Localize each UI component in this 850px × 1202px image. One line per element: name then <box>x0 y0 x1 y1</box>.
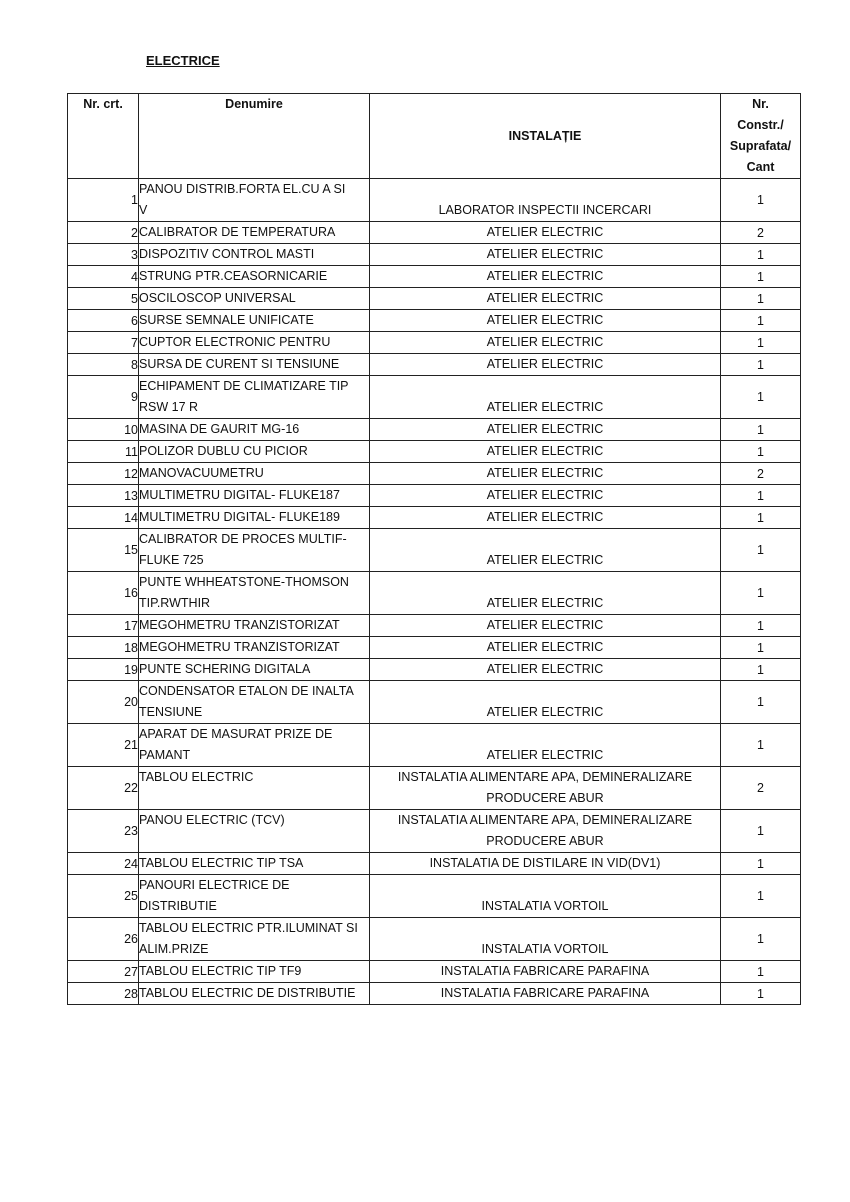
cell-nr-crt: 4 <box>68 266 139 288</box>
cell-nr-crt: 14 <box>68 507 139 529</box>
table-row <box>68 659 801 681</box>
cell-nr-crt: 19 <box>68 659 139 681</box>
instalatie-line: PRODUCERE ABUR <box>486 834 604 848</box>
table-row <box>68 354 801 376</box>
table-row <box>68 637 801 659</box>
table-row <box>68 507 801 529</box>
denumire-line: RSW 17 R <box>139 400 199 414</box>
denumire-line: POLIZOR DUBLU CU PICIOR <box>139 444 308 458</box>
instalatie-line: INSTALATIA FABRICARE PARAFINA <box>440 964 650 978</box>
table-row <box>68 983 801 1005</box>
cell-denumire <box>139 615 370 637</box>
table-header-row <box>68 94 801 179</box>
cell-quantity: 2 <box>721 463 801 485</box>
cell-nr-crt: 24 <box>68 853 139 875</box>
cell-quantity: 1 <box>721 681 801 724</box>
cell-nr-crt: 16 <box>68 572 139 615</box>
cell-instalatie <box>370 507 721 529</box>
instalatie-line: ATELIER ELECTRIC <box>486 640 604 654</box>
denumire-line: STRUNG PTR.CEASORNICARIE <box>139 269 328 283</box>
denumire-line: SURSA DE CURENT SI TENSIUNE <box>139 357 340 371</box>
cell-quantity: 1 <box>721 918 801 961</box>
instalatie-line: ATELIER ELECTRIC <box>486 553 604 567</box>
cell-denumire <box>139 507 370 529</box>
cell-instalatie <box>370 659 721 681</box>
header-quantity-line: Cant <box>746 160 775 174</box>
table-row <box>68 222 801 244</box>
cell-quantity: 1 <box>721 615 801 637</box>
cell-instalatie <box>370 376 721 419</box>
cell-nr-crt: 9 <box>68 376 139 419</box>
cell-denumire <box>139 332 370 354</box>
cell-quantity: 1 <box>721 875 801 918</box>
cell-instalatie <box>370 918 721 961</box>
cell-instalatie <box>370 615 721 637</box>
cell-instalatie <box>370 875 721 918</box>
cell-denumire <box>139 222 370 244</box>
instalatie-line: ATELIER ELECTRIC <box>486 422 604 436</box>
instalatie-line: ATELIER ELECTRIC <box>486 662 604 676</box>
cell-instalatie <box>370 179 721 222</box>
cell-quantity: 1 <box>721 244 801 266</box>
denumire-line: CUPTOR ELECTRONIC PENTRU <box>139 335 331 349</box>
denumire-line: TENSIUNE <box>139 705 203 719</box>
instalatie-line: ATELIER ELECTRIC <box>486 247 604 261</box>
table-row <box>68 918 801 961</box>
table-row <box>68 441 801 463</box>
cell-instalatie <box>370 637 721 659</box>
cell-denumire <box>139 419 370 441</box>
table-row <box>68 615 801 637</box>
instalatie-line: ATELIER ELECTRIC <box>486 444 604 458</box>
cell-denumire <box>139 266 370 288</box>
cell-denumire <box>139 961 370 983</box>
denumire-line: MULTIMETRU DIGITAL- FLUKE189 <box>139 510 340 524</box>
cell-instalatie <box>370 983 721 1005</box>
instalatie-line: ATELIER ELECTRIC <box>486 335 604 349</box>
cell-instalatie <box>370 354 721 376</box>
cell-instalatie <box>370 332 721 354</box>
denumire-line: TABLOU ELECTRIC TIP TF9 <box>139 964 302 978</box>
instalatie-line: INSTALATIA FABRICARE PARAFINA <box>440 986 650 1000</box>
cell-instalatie <box>370 767 721 810</box>
table-row <box>68 767 801 810</box>
header-instalatie: INSTALAȚIE <box>370 94 721 179</box>
cell-denumire <box>139 853 370 875</box>
cell-nr-crt: 20 <box>68 681 139 724</box>
cell-instalatie <box>370 681 721 724</box>
table-row <box>68 529 801 572</box>
cell-quantity: 1 <box>721 572 801 615</box>
cell-denumire <box>139 244 370 266</box>
cell-nr-crt: 5 <box>68 288 139 310</box>
cell-nr-crt: 1 <box>68 179 139 222</box>
cell-instalatie <box>370 853 721 875</box>
cell-quantity: 1 <box>721 810 801 853</box>
cell-denumire <box>139 875 370 918</box>
cell-instalatie <box>370 485 721 507</box>
instalatie-line: ATELIER ELECTRIC <box>486 291 604 305</box>
cell-quantity: 2 <box>721 767 801 810</box>
cell-nr-crt: 11 <box>68 441 139 463</box>
cell-nr-crt: 2 <box>68 222 139 244</box>
cell-instalatie <box>370 961 721 983</box>
instalatie-line: ATELIER ELECTRIC <box>486 748 604 762</box>
instalatie-line: ATELIER ELECTRIC <box>486 618 604 632</box>
cell-instalatie <box>370 810 721 853</box>
cell-quantity: 1 <box>721 419 801 441</box>
cell-quantity: 1 <box>721 983 801 1005</box>
cell-quantity: 1 <box>721 376 801 419</box>
cell-denumire <box>139 918 370 961</box>
denumire-line: MULTIMETRU DIGITAL- FLUKE187 <box>139 488 340 502</box>
denumire-line: TABLOU ELECTRIC <box>139 770 254 784</box>
cell-nr-crt: 27 <box>68 961 139 983</box>
cell-quantity: 1 <box>721 485 801 507</box>
denumire-line: MASINA DE GAURIT MG-16 <box>139 422 300 436</box>
cell-denumire <box>139 310 370 332</box>
cell-instalatie <box>370 724 721 767</box>
section-title: ELECTRICE <box>146 53 220 68</box>
cell-instalatie <box>370 419 721 441</box>
table-body <box>68 179 801 1005</box>
cell-instalatie <box>370 529 721 572</box>
cell-nr-crt: 26 <box>68 918 139 961</box>
cell-denumire <box>139 767 370 810</box>
header-quantity-line: Nr. <box>752 97 769 111</box>
cell-instalatie <box>370 266 721 288</box>
instalatie-line: LABORATOR INSPECTII INCERCARI <box>438 203 652 217</box>
header-nr-crt: Nr. crt. <box>68 94 139 179</box>
cell-denumire <box>139 354 370 376</box>
cell-denumire <box>139 681 370 724</box>
cell-denumire <box>139 659 370 681</box>
cell-nr-crt: 8 <box>68 354 139 376</box>
cell-quantity: 1 <box>721 288 801 310</box>
instalatie-line: INSTALATIA ALIMENTARE APA, DEMINERALIZARE <box>397 770 693 784</box>
cell-nr-crt: 22 <box>68 767 139 810</box>
instalatie-line: ATELIER ELECTRIC <box>486 596 604 610</box>
denumire-line: DISPOZITIV CONTROL MASTI <box>139 247 315 261</box>
cell-instalatie <box>370 288 721 310</box>
denumire-line: CALIBRATOR DE PROCES MULTIF- <box>139 532 347 546</box>
cell-nr-crt: 15 <box>68 529 139 572</box>
table-row <box>68 266 801 288</box>
cell-quantity: 1 <box>721 659 801 681</box>
denumire-line: TIP.RWTHIR <box>139 596 211 610</box>
denumire-line: PUNTE WHHEATSTONE-THOMSON <box>139 575 349 589</box>
table-row <box>68 332 801 354</box>
cell-instalatie <box>370 222 721 244</box>
cell-nr-crt: 25 <box>68 875 139 918</box>
instalatie-line: PRODUCERE ABUR <box>486 791 604 805</box>
instalatie-line: ATELIER ELECTRIC <box>486 269 604 283</box>
cell-quantity: 1 <box>721 441 801 463</box>
instalatie-line: INSTALATIA DE DISTILARE IN VID(DV1) <box>429 856 661 870</box>
header-quantity-line: Suprafata/ <box>729 139 792 153</box>
denumire-line: MANOVACUUMETRU <box>139 466 264 480</box>
cell-denumire <box>139 724 370 767</box>
cell-nr-crt: 17 <box>68 615 139 637</box>
denumire-line: PANOU ELECTRIC (TCV) <box>139 813 285 827</box>
denumire-line: ECHIPAMENT DE CLIMATIZARE TIP <box>139 379 349 393</box>
cell-nr-crt: 18 <box>68 637 139 659</box>
denumire-line: PAMANT <box>139 748 191 762</box>
cell-denumire <box>139 572 370 615</box>
table-row <box>68 724 801 767</box>
denumire-line: MEGOHMETRU TRANZISTORIZAT <box>139 618 340 632</box>
denumire-line: OSCILOSCOP UNIVERSAL <box>139 291 296 305</box>
cell-nr-crt: 12 <box>68 463 139 485</box>
table-row <box>68 310 801 332</box>
cell-nr-crt: 6 <box>68 310 139 332</box>
instalatie-line: ATELIER ELECTRIC <box>486 705 604 719</box>
cell-instalatie <box>370 463 721 485</box>
header-quantity-line: Constr./ <box>737 118 784 132</box>
cell-quantity: 1 <box>721 332 801 354</box>
cell-quantity: 1 <box>721 724 801 767</box>
cell-quantity: 1 <box>721 853 801 875</box>
denumire-line: APARAT DE MASURAT PRIZE DE <box>139 727 333 741</box>
instalatie-line: ATELIER ELECTRIC <box>486 510 604 524</box>
table-row <box>68 244 801 266</box>
cell-denumire <box>139 179 370 222</box>
table-row <box>68 853 801 875</box>
cell-nr-crt: 13 <box>68 485 139 507</box>
cell-quantity: 1 <box>721 310 801 332</box>
cell-instalatie <box>370 441 721 463</box>
instalatie-line: ATELIER ELECTRIC <box>486 488 604 502</box>
table-row <box>68 875 801 918</box>
denumire-line: TABLOU ELECTRIC DE DISTRIBUTIE <box>139 986 356 1000</box>
table-row <box>68 179 801 222</box>
instalatie-line: ATELIER ELECTRIC <box>486 400 604 414</box>
instalatie-line: ATELIER ELECTRIC <box>486 313 604 327</box>
instalatie-line: INSTALATIA VORTOIL <box>481 899 609 913</box>
table-row <box>68 419 801 441</box>
cell-denumire <box>139 529 370 572</box>
cell-denumire <box>139 288 370 310</box>
cell-denumire <box>139 485 370 507</box>
table-row <box>68 572 801 615</box>
cell-nr-crt: 3 <box>68 244 139 266</box>
cell-denumire <box>139 463 370 485</box>
denumire-line: PANOU DISTRIB.FORTA EL.CU A SI <box>139 182 346 196</box>
cell-quantity: 2 <box>721 222 801 244</box>
cell-nr-crt: 21 <box>68 724 139 767</box>
denumire-line: TABLOU ELECTRIC PTR.ILUMINAT SI <box>139 921 358 935</box>
cell-quantity: 1 <box>721 529 801 572</box>
cell-nr-crt: 10 <box>68 419 139 441</box>
cell-denumire <box>139 810 370 853</box>
cell-quantity: 1 <box>721 354 801 376</box>
cell-denumire <box>139 376 370 419</box>
cell-nr-crt: 28 <box>68 983 139 1005</box>
equipment-table <box>67 93 801 1005</box>
denumire-line: PANOURI ELECTRICE DE <box>139 878 290 892</box>
table-row <box>68 485 801 507</box>
denumire-line: CALIBRATOR DE TEMPERATURA <box>139 225 336 239</box>
instalatie-line: INSTALATIA VORTOIL <box>481 942 609 956</box>
table-row <box>68 463 801 485</box>
header-quantity <box>721 94 801 179</box>
table-row <box>68 681 801 724</box>
cell-instalatie <box>370 310 721 332</box>
denumire-line: PUNTE SCHERING DIGITALA <box>139 662 311 676</box>
cell-denumire <box>139 441 370 463</box>
cell-nr-crt: 7 <box>68 332 139 354</box>
instalatie-line: ATELIER ELECTRIC <box>486 466 604 480</box>
denumire-line: DISTRIBUTIE <box>139 899 217 913</box>
cell-quantity: 1 <box>721 637 801 659</box>
denumire-line: MEGOHMETRU TRANZISTORIZAT <box>139 640 340 654</box>
cell-quantity: 1 <box>721 179 801 222</box>
cell-quantity: 1 <box>721 266 801 288</box>
denumire-line: SURSE SEMNALE UNIFICATE <box>139 313 314 327</box>
denumire-line: FLUKE 725 <box>139 553 204 567</box>
cell-quantity: 1 <box>721 507 801 529</box>
table-row <box>68 288 801 310</box>
denumire-line: ALIM.PRIZE <box>139 942 209 956</box>
table-row <box>68 810 801 853</box>
cell-instalatie <box>370 244 721 266</box>
cell-nr-crt: 23 <box>68 810 139 853</box>
denumire-line: CONDENSATOR ETALON DE INALTA <box>139 684 354 698</box>
instalatie-line: ATELIER ELECTRIC <box>486 357 604 371</box>
table-row <box>68 961 801 983</box>
instalatie-line: ATELIER ELECTRIC <box>486 225 604 239</box>
instalatie-line: INSTALATIA ALIMENTARE APA, DEMINERALIZARE <box>397 813 693 827</box>
cell-denumire <box>139 637 370 659</box>
header-denumire: Denumire <box>139 94 370 179</box>
denumire-line: TABLOU ELECTRIC TIP TSA <box>139 856 304 870</box>
denumire-line: V <box>139 203 148 217</box>
cell-quantity: 1 <box>721 961 801 983</box>
table-row <box>68 376 801 419</box>
cell-instalatie <box>370 572 721 615</box>
cell-denumire <box>139 983 370 1005</box>
